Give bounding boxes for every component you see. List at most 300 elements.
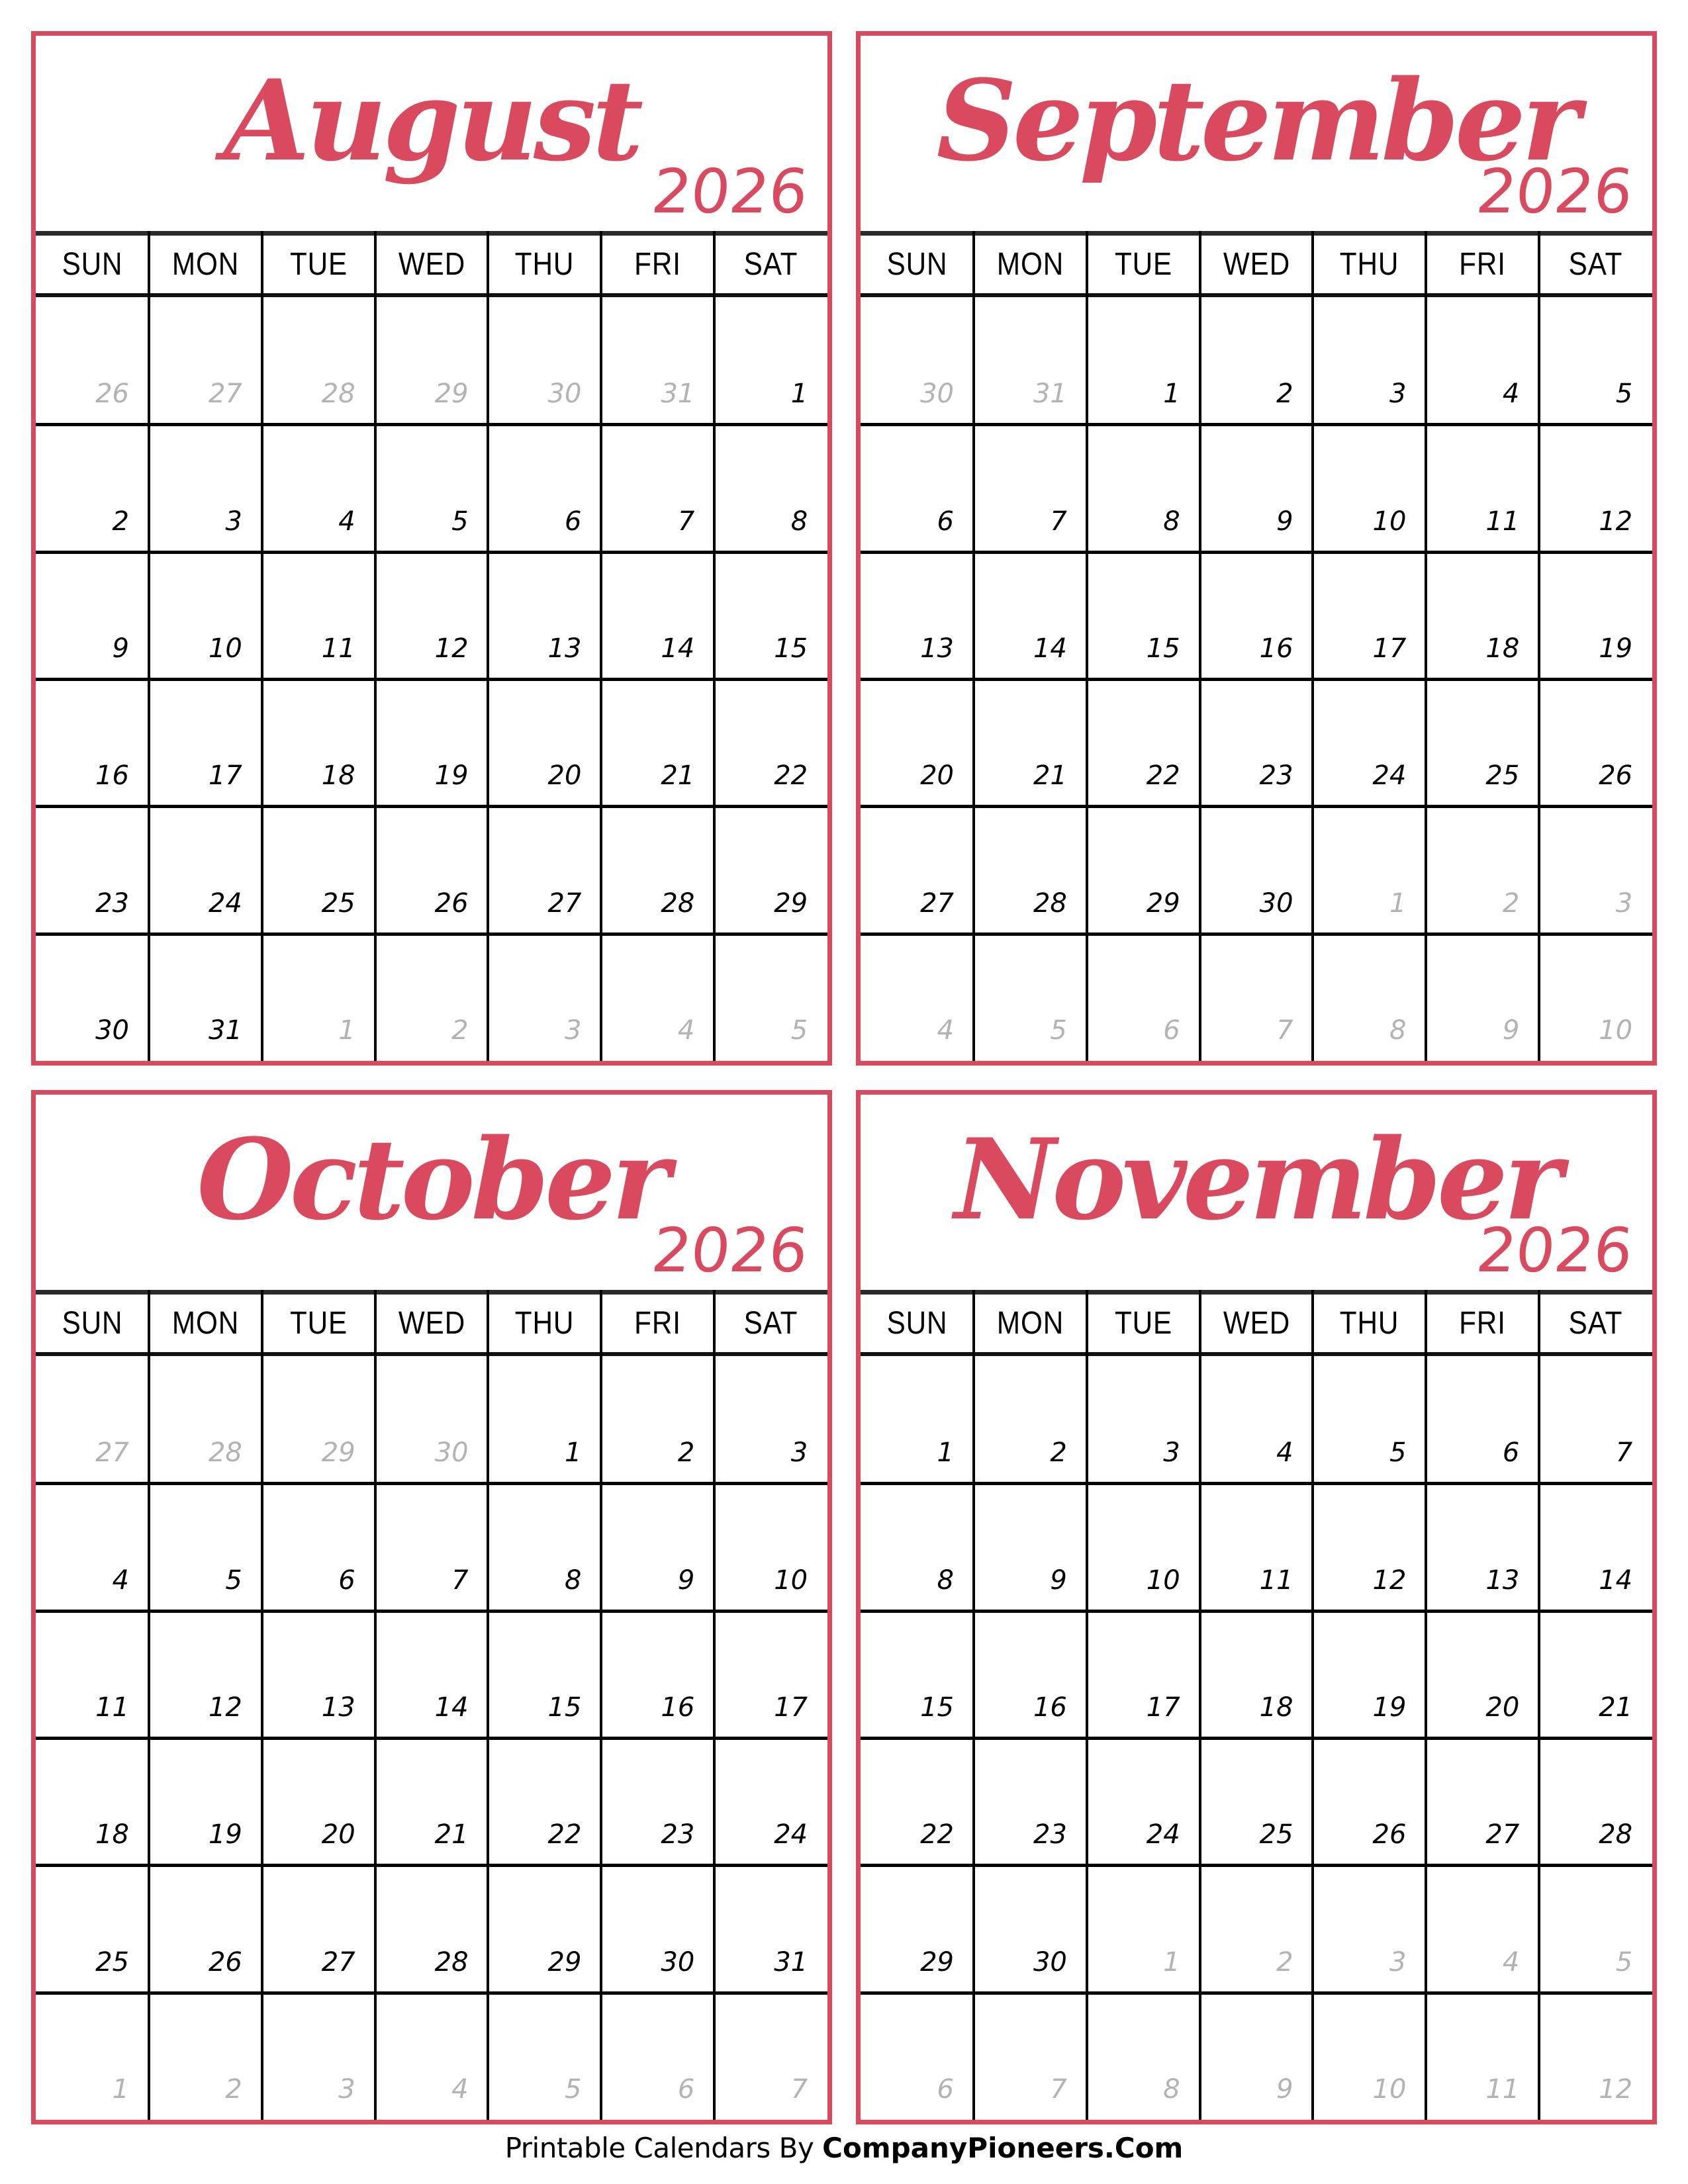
day-cell[interactable] [861,934,974,1061]
day-cell[interactable] [488,1483,601,1610]
month-calendar-august [31,31,832,1066]
day-number: 30 [1259,887,1293,919]
adjacent-month-day-number: 31 [661,379,695,410]
day-cell[interactable] [262,1993,375,2120]
day-number: 9 [677,1565,695,1596]
adjacent-month-day-number: 5 [790,1015,808,1046]
day-cell[interactable] [1426,552,1539,679]
day-cell[interactable] [1313,679,1426,806]
day-number: 19 [434,760,469,792]
day-cell[interactable] [1313,1993,1426,2120]
day-number: 8 [790,506,808,537]
day-number: 20 [1485,1692,1520,1723]
day-cell[interactable] [861,1483,974,1610]
day-cell[interactable] [601,1738,714,1865]
day-cell[interactable] [1313,806,1426,933]
weekday-header-fri: FRI [1459,247,1507,282]
month-year: 2026 [650,1215,810,1286]
weekday-header-thu: THU [1340,1306,1399,1341]
day-number: 20 [920,760,954,792]
day-cell[interactable] [974,424,1087,551]
day-cell[interactable] [149,806,262,933]
adjacent-month-day-number: 5 [564,2073,582,2105]
day-cell[interactable] [262,1356,375,1483]
day-number: 27 [1485,1819,1520,1850]
adjacent-month-day-number: 7 [1276,1015,1293,1046]
day-cell[interactable] [601,934,714,1061]
day-number: 8 [1163,506,1180,537]
day-number: 25 [1485,760,1520,792]
day-cell[interactable] [1087,1738,1200,1865]
day-cell[interactable] [861,424,974,551]
day-cell[interactable] [1539,1865,1652,1992]
day-cell[interactable] [1539,934,1652,1061]
adjacent-month-day-number: 2 [451,1015,469,1046]
day-number: 6 [937,506,954,537]
day-cell[interactable] [262,934,375,1061]
day-cell[interactable] [36,552,149,679]
adjacent-month-day-number: 9 [1502,1015,1520,1046]
day-cell[interactable] [262,552,375,679]
day-cell[interactable] [714,1993,827,2120]
day-cell[interactable] [1313,297,1426,424]
day-cell[interactable] [375,1865,489,1992]
day-cell[interactable] [149,679,262,806]
day-number: 13 [920,633,954,664]
adjacent-month-day-number: 5 [1050,1015,1067,1046]
day-number: 24 [1146,1819,1180,1850]
adjacent-month-day-number: 1 [1163,1946,1180,1978]
day-cell[interactable] [1426,1611,1539,1738]
weekday-header-sat: SAT [743,247,798,282]
adjacent-month-day-number: 27 [208,379,242,410]
day-cell[interactable] [262,679,375,806]
day-cell[interactable] [1087,1356,1200,1483]
day-cell[interactable] [488,679,601,806]
day-cell[interactable] [861,806,974,933]
weekday-header-thu: THU [1340,247,1399,282]
day-number: 2 [677,1437,695,1469]
day-number: 5 [1615,379,1633,410]
day-cell[interactable] [1539,297,1652,424]
day-cell[interactable] [488,1865,601,1992]
day-cell[interactable] [1200,1611,1313,1738]
day-cell[interactable] [262,1611,375,1738]
day-cell[interactable] [861,1865,974,1992]
day-number: 7 [677,506,695,537]
day-number: 25 [321,887,355,919]
adjacent-month-day-number: 8 [1389,1015,1407,1046]
day-cell[interactable] [1087,806,1200,933]
day-cell[interactable] [1313,1738,1426,1865]
weekday-header-wed: WED [398,1306,465,1341]
day-cell[interactable] [262,424,375,551]
day-number: 21 [434,1819,469,1850]
day-cell[interactable] [149,424,262,551]
adjacent-month-day-number: 29 [321,1437,355,1469]
day-cell[interactable] [488,552,601,679]
day-cell[interactable] [488,297,601,424]
weekday-header-wed: WED [1223,247,1290,282]
adjacent-month-day-number: 29 [434,379,469,410]
day-cell[interactable] [488,806,601,933]
day-cell[interactable] [262,297,375,424]
day-cell[interactable] [1426,1483,1539,1610]
footer-brand-link[interactable]: CompanyPioneers.Com [822,2132,1184,2164]
day-cell[interactable] [1313,1865,1426,1992]
day-cell[interactable] [488,1611,601,1738]
day-cell[interactable] [974,1865,1087,1992]
day-cell[interactable] [488,1738,601,1865]
day-cell[interactable] [1539,1611,1652,1738]
day-number: 18 [321,760,355,792]
day-cell[interactable] [601,679,714,806]
day-cell[interactable] [861,1611,974,1738]
day-number: 21 [661,760,695,792]
day-number: 26 [208,1946,242,1978]
day-number: 4 [1502,379,1520,410]
day-cell[interactable] [375,1611,489,1738]
day-cell[interactable] [714,1738,827,1865]
adjacent-month-day-number: 6 [937,2073,954,2105]
day-number: 10 [774,1565,808,1596]
day-cell[interactable] [1200,297,1313,424]
adjacent-month-day-number: 1 [112,2073,129,2105]
day-cell[interactable] [149,552,262,679]
adjacent-month-day-number: 2 [1502,887,1520,919]
day-cell[interactable] [1200,424,1313,551]
header-top-divider [36,231,827,236]
day-cell[interactable] [1539,1356,1652,1483]
day-cell[interactable] [1426,679,1539,806]
weekday-header-wed: WED [398,247,465,282]
day-cell[interactable] [861,679,974,806]
day-number: 12 [434,633,469,664]
day-number: 13 [1485,1565,1520,1596]
day-number: 13 [321,1692,355,1723]
day-cell[interactable] [262,1738,375,1865]
day-cell[interactable] [974,1611,1087,1738]
day-cell[interactable] [1087,679,1200,806]
adjacent-month-day-number: 6 [677,2073,695,2105]
day-cell[interactable] [974,1356,1087,1483]
adjacent-month-day-number: 30 [434,1437,469,1469]
day-cell[interactable] [861,1738,974,1865]
day-cell[interactable] [861,1356,974,1483]
day-number: 12 [208,1692,242,1723]
day-cell[interactable] [974,552,1087,679]
adjacent-month-day-number: 1 [338,1015,355,1046]
day-number: 10 [1372,506,1407,537]
day-number: 18 [1259,1692,1293,1723]
day-cell[interactable] [1087,934,1200,1061]
day-number: 17 [208,760,242,792]
day-cell[interactable] [36,1483,149,1610]
day-number: 23 [661,1819,695,1850]
weekday-header-fri: FRI [1459,1306,1507,1341]
day-cell[interactable] [601,1356,714,1483]
day-number: 17 [774,1692,808,1723]
day-cell[interactable] [1426,1993,1539,2120]
adjacent-month-day-number: 3 [1615,887,1633,919]
day-cell[interactable] [1087,1483,1200,1610]
weekday-header-mon: MON [171,247,239,282]
day-cell[interactable] [262,1483,375,1610]
day-number: 28 [661,887,695,919]
day-number: 2 [1276,379,1293,410]
day-number: 31 [774,1946,808,1978]
day-cell[interactable] [974,297,1087,424]
day-number: 7 [1615,1437,1633,1469]
day-cell[interactable] [375,679,489,806]
day-cell[interactable] [1313,1611,1426,1738]
day-cell[interactable] [974,934,1087,1061]
adjacent-month-day-number: 30 [547,379,582,410]
day-cell[interactable] [974,1483,1087,1610]
day-cell[interactable] [1087,1865,1200,1992]
adjacent-month-day-number: 30 [920,379,954,410]
day-number: 19 [1599,633,1633,664]
day-cell[interactable] [714,552,827,679]
day-cell[interactable] [149,297,262,424]
day-cell[interactable] [488,934,601,1061]
day-cell[interactable] [601,806,714,933]
day-cell[interactable] [1200,1738,1313,1865]
day-cell[interactable] [1426,424,1539,551]
day-cell[interactable] [714,679,827,806]
day-cell[interactable] [149,1483,262,1610]
day-cell[interactable] [375,1356,489,1483]
day-cell[interactable] [601,552,714,679]
day-cell[interactable] [601,1483,714,1610]
day-cell[interactable] [488,1356,601,1483]
day-cell[interactable] [601,1611,714,1738]
day-cell[interactable] [375,1483,489,1610]
day-number: 1 [937,1437,954,1469]
day-number: 29 [920,1946,954,1978]
weekday-header-tue: TUE [289,247,348,282]
day-number: 31 [208,1015,242,1046]
day-cell[interactable] [375,1738,489,1865]
day-number: 5 [1389,1437,1407,1469]
day-cell[interactable] [262,806,375,933]
day-cell[interactable] [861,552,974,679]
day-cell[interactable] [149,934,262,1061]
day-cell[interactable] [36,1356,149,1483]
day-number: 10 [208,633,242,664]
day-cell[interactable] [861,297,974,424]
day-cell[interactable] [1539,1483,1652,1610]
weekday-header-mon: MON [996,247,1064,282]
day-number: 15 [774,633,808,664]
day-cell[interactable] [1539,1738,1652,1865]
day-cell[interactable] [36,806,149,933]
day-number: 5 [225,1565,242,1596]
day-number: 11 [1485,506,1520,537]
day-number: 28 [434,1946,469,1978]
day-number: 11 [1259,1565,1293,1596]
day-cell[interactable] [861,1993,974,2120]
day-cell[interactable] [1087,552,1200,679]
adjacent-month-day-number: 28 [321,379,355,410]
weekday-header-mon: MON [996,1306,1064,1341]
day-number: 24 [774,1819,808,1850]
day-number: 17 [1372,633,1407,664]
day-cell[interactable] [36,934,149,1061]
adjacent-month-day-number: 26 [95,379,129,410]
day-cell[interactable] [1200,1483,1313,1610]
day-number: 27 [321,1946,355,1978]
day-cell[interactable] [1087,1611,1200,1738]
day-cell[interactable] [36,1865,149,1992]
day-number: 14 [1599,1565,1633,1596]
day-cell[interactable] [375,806,489,933]
footer-prefix: Printable Calendars By [504,2132,823,2164]
day-cell[interactable] [1313,934,1426,1061]
adjacent-month-day-number: 28 [208,1437,242,1469]
day-number: 9 [112,633,129,664]
day-cell[interactable] [1313,1356,1426,1483]
weekday-header-sat: SAT [1568,247,1623,282]
day-number: 6 [1502,1437,1520,1469]
day-cell[interactable] [149,1611,262,1738]
day-cell[interactable] [1200,806,1313,933]
day-cell[interactable] [1539,679,1652,806]
month-title: October [197,1114,667,1245]
day-cell[interactable] [1087,297,1200,424]
day-cell[interactable] [1200,1993,1313,2120]
day-cell[interactable] [1200,1356,1313,1483]
day-cell[interactable] [974,679,1087,806]
day-cell[interactable] [1539,552,1652,679]
day-number: 7 [451,1565,469,1596]
weekday-header-tue: TUE [1114,247,1172,282]
day-cell[interactable] [601,424,714,551]
day-cell[interactable] [1426,806,1539,933]
day-cell[interactable] [375,1993,489,2120]
day-number: 11 [95,1692,129,1723]
day-cell[interactable] [714,424,827,551]
day-cell[interactable] [1426,297,1539,424]
day-cell[interactable] [714,1356,827,1483]
day-cell[interactable] [714,297,827,424]
day-number: 24 [208,887,242,919]
day-number: 21 [1033,760,1067,792]
day-number: 4 [338,506,355,537]
day-cell[interactable] [36,1993,149,2120]
day-cell[interactable] [1313,552,1426,679]
day-number: 3 [1163,1437,1180,1469]
day-number: 3 [790,1437,808,1469]
weekday-header-fri: FRI [634,1306,682,1341]
day-number: 20 [547,760,582,792]
day-cell[interactable] [375,934,489,1061]
day-cell[interactable] [601,297,714,424]
day-number: 1 [564,1437,582,1469]
day-number: 16 [1259,633,1293,664]
day-number: 1 [790,379,808,410]
day-number: 30 [1033,1946,1067,1978]
day-cell[interactable] [1200,934,1313,1061]
adjacent-month-day-number: 27 [95,1437,129,1469]
day-cell[interactable] [1426,1738,1539,1865]
day-cell[interactable] [1313,1483,1426,1610]
day-cell[interactable] [1426,934,1539,1061]
day-number: 29 [1146,887,1180,919]
day-cell[interactable] [149,1993,262,2120]
day-number: 26 [1599,760,1633,792]
day-cell[interactable] [1087,1993,1200,2120]
day-cell[interactable] [36,297,149,424]
adjacent-month-day-number: 3 [564,1015,582,1046]
month-calendar-september [856,31,1657,1066]
day-cell[interactable] [36,679,149,806]
weekday-header-wed: WED [1223,1306,1290,1341]
day-number: 10 [1146,1565,1180,1596]
day-cell[interactable] [149,1738,262,1865]
day-number: 18 [95,1819,129,1850]
day-number: 30 [95,1015,129,1046]
day-cell[interactable] [149,1865,262,1992]
day-cell[interactable] [375,552,489,679]
day-cell[interactable] [714,1611,827,1738]
day-number: 11 [321,633,355,664]
day-number: 14 [661,633,695,664]
day-cell[interactable] [1426,1865,1539,1992]
day-cell[interactable] [262,1865,375,1992]
day-cell[interactable] [1200,679,1313,806]
day-cell[interactable] [1200,1865,1313,1992]
day-cell[interactable] [375,297,489,424]
day-cell[interactable] [1539,1993,1652,2120]
weekday-header-fri: FRI [634,247,682,282]
day-cell[interactable] [714,806,827,933]
adjacent-month-day-number: 2 [1276,1946,1293,1978]
month-calendar-october [31,1090,832,2124]
day-cell[interactable] [1200,552,1313,679]
day-number: 9 [1276,506,1293,537]
day-number: 19 [1372,1692,1407,1723]
day-cell[interactable] [601,1993,714,2120]
day-cell[interactable] [1087,424,1200,551]
day-cell[interactable] [601,1865,714,1992]
day-number: 28 [1599,1819,1633,1850]
day-cell[interactable] [714,1483,827,1610]
month-title: September [936,55,1577,186]
day-cell[interactable] [974,806,1087,933]
day-cell[interactable] [488,1993,601,2120]
day-cell[interactable] [36,1738,149,1865]
month-year: 2026 [1475,156,1635,227]
adjacent-month-day-number: 10 [1372,2073,1407,2105]
day-cell[interactable] [488,424,601,551]
day-number: 22 [774,760,808,792]
day-number: 7 [1050,506,1067,537]
day-cell[interactable] [149,1356,262,1483]
day-cell[interactable] [375,424,489,551]
day-cell[interactable] [1539,806,1652,933]
day-cell[interactable] [1313,424,1426,551]
day-cell[interactable] [974,1993,1087,2120]
day-cell[interactable] [36,1611,149,1738]
day-cell[interactable] [714,934,827,1061]
day-cell[interactable] [1426,1356,1539,1483]
day-number: 1 [1163,379,1180,410]
day-cell[interactable] [714,1865,827,1992]
day-cell[interactable] [1539,424,1652,551]
day-cell[interactable] [36,424,149,551]
day-cell[interactable] [974,1738,1087,1865]
